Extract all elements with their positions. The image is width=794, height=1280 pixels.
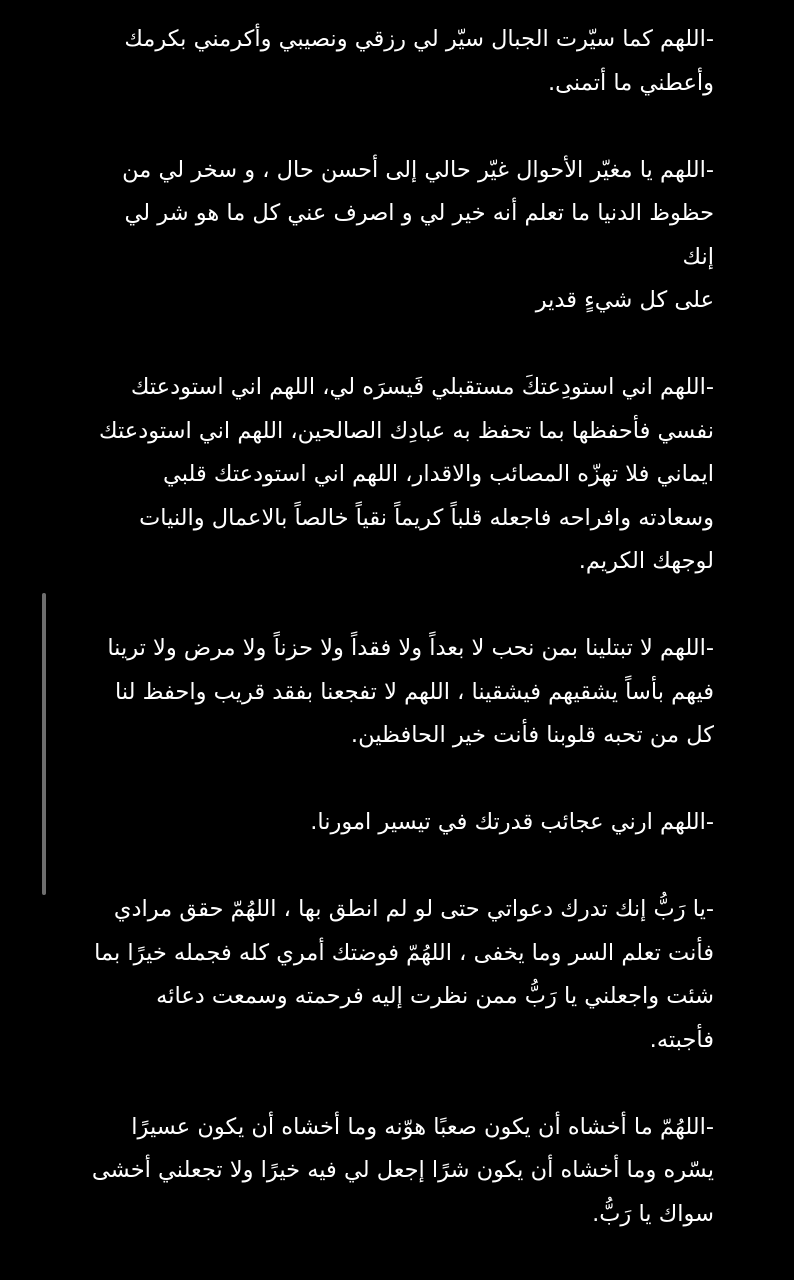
prayer-paragraph-5: -اللهم ارني عجائب قدرتك في تيسير امورنا. (310, 809, 714, 835)
prayer-paragraph-2: -اللهم يا مغيّر الأحوال غيّر حالي إلى أحسن حال ، و سخر لي من حظوظ الدنيا ما تعلم أنه خير لي و اصرف عني كل ما هو شر لي إنك على كل شيءٍ قدير (122, 156, 714, 313)
prayer-paragraph-1: -اللهم كما سيّرت الجبال سيّر لي رزقي ونصيبي وأكرمني بكرمك وأعطني ما أتمنى. (124, 26, 714, 96)
prayer-text-column (90, 18, 714, 1280)
scroll-indicator[interactable] (42, 593, 46, 895)
prayer-paragraph-3: -اللهم اني استودِعتكَ مستقبلي فَيسرَه لي، اللهم اني استودعتك نفسي فأحفظها بما تحفظ به عبادِك الصالحين، اللهم اني استودعتك ايماني فلا تهزّه المصائب والاقدار، اللهم اني استودعتك قلبي وسعادته وافراحه فاجعله قلباً كريماً نقياً خالصاً بالاعمال والنيات لوجهك الكريم. (99, 374, 714, 574)
prayer-paragraph-7: -اللهُمّ ما أخشاه أن يكون صعبًا هوّنه وما أخشاه أن يكون عسيرًا يسّره وما أخشاه أن يكون شرًا إجعل لي فيه خيرًا ولا تجعلني أخشى سواك يا رَبُّ. (91, 1113, 714, 1227)
prayer-paragraph-4: -اللهم لا تبتلينا بمن نحب لا بعداً ولا فقداً ولا حزناً ولا مرض ولا ترينا فيهم بأساً يشقيهم فيشقينا ، اللهم لا تفجعنا بفقد قريب واحفظ لنا كل من تحبه قلوبنا فأنت خير الحافظين. (107, 635, 714, 748)
prayer-paragraph-6: -يا رَبُّ إنك تدرك دعواتي حتى لو لم انطق بها ، اللهُمّ حقق مرادي فأنت تعلم السر وما يخفى ، اللهُمّ فوضتك أمري كله فجمله خيرًا بما شئت واجعلني يا رَبُّ ممن نظرت إليه فرحمته وسمعت دعائه فأجبته. (94, 896, 714, 1053)
